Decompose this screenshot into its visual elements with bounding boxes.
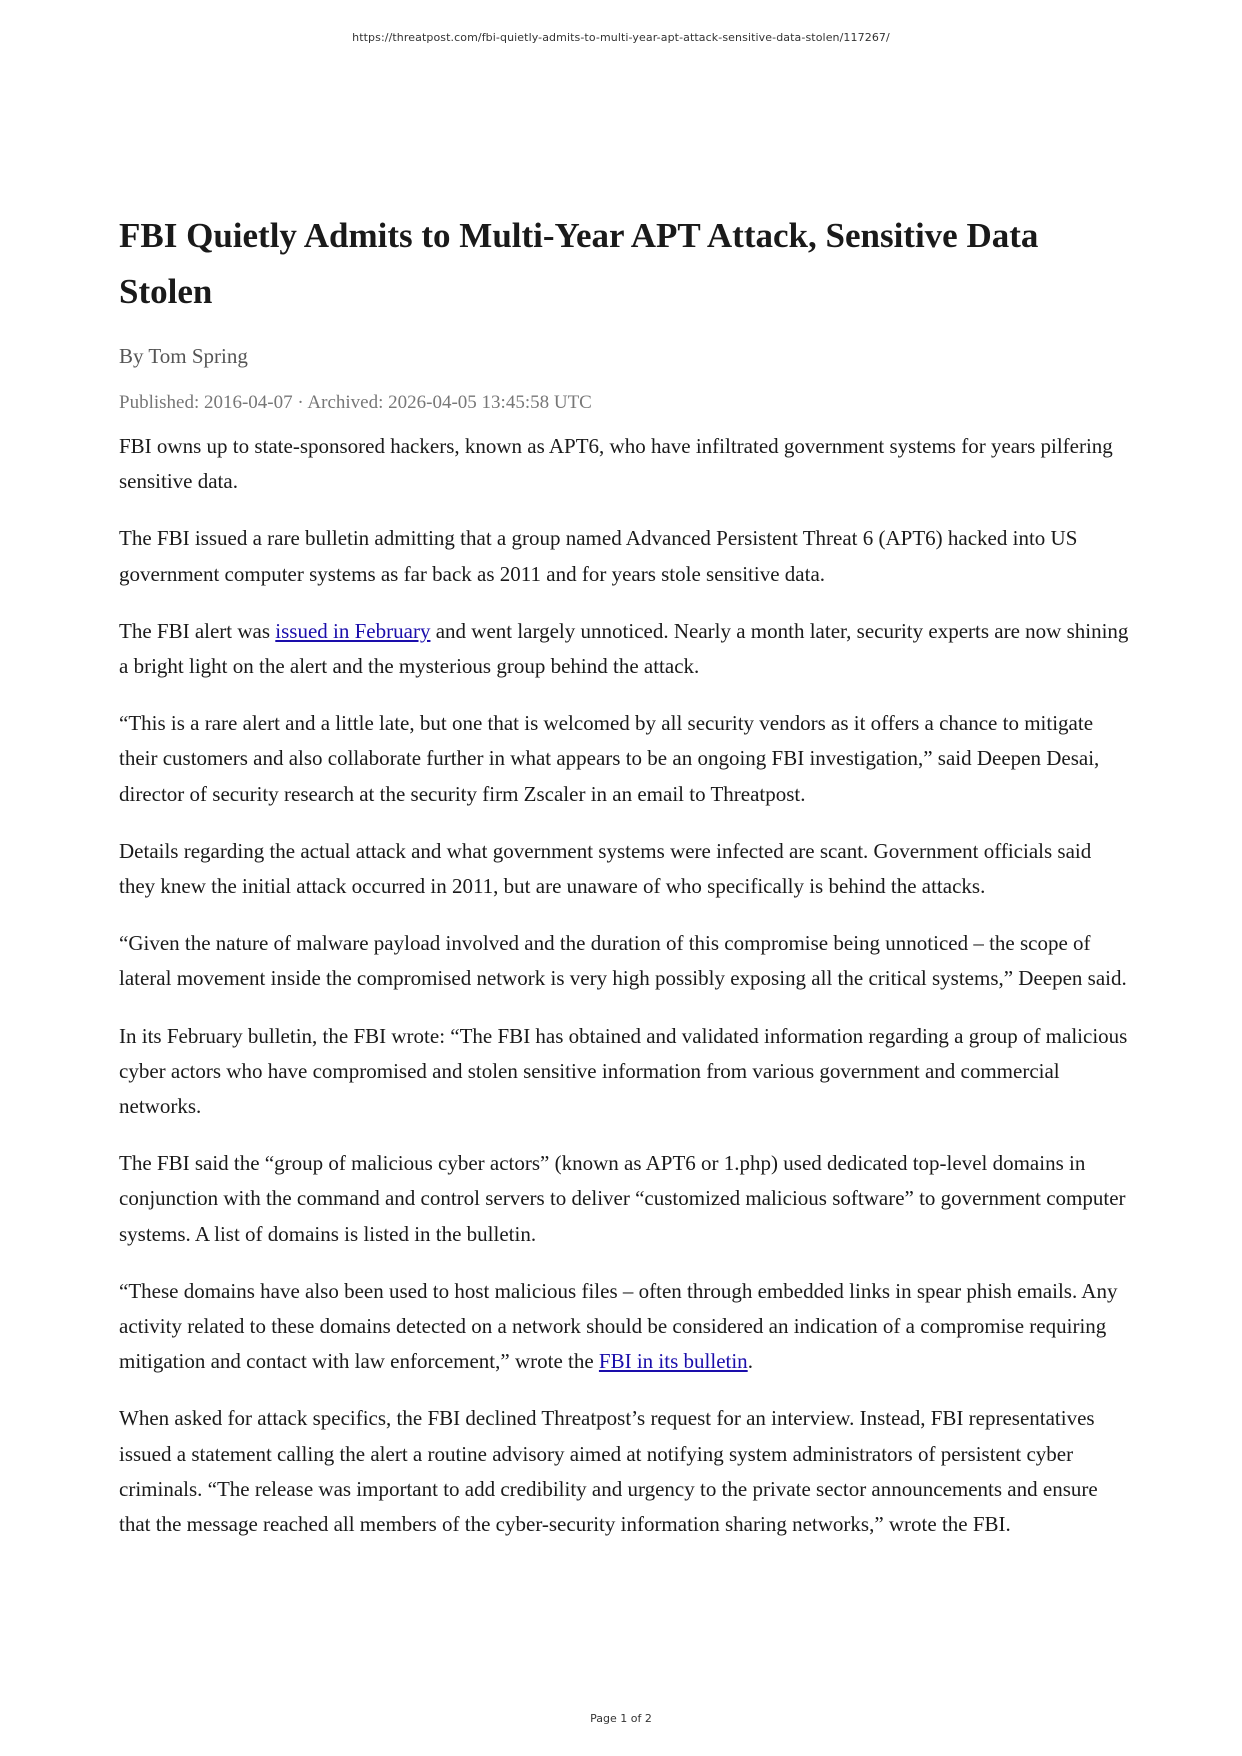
- paragraph-2: The FBI issued a rare bulletin admitting that a group named Advanced Persistent Threat 6 (APT6) hacked into US government computer systems as far back as 2011 and for years stole sensitive data.: [119, 526, 1078, 586]
- paragraph-6: “Given the nature of malware payload involved and the duration of this compromise being unnoticed – the scope of lateral movement inside the compromised network is very high possibly exposing all the critical systems,” Deepen said.: [119, 931, 1127, 991]
- paragraph-5: Details regarding the actual attack and what government systems were infected are scant. Government officials said they knew the initial attack occurred in 2011, but are unaware of who specifically is behind the attacks.: [119, 838, 1092, 899]
- article-meta: Published: 2016-04-07 · Archived: 2026-04-05 13:45:58 UTC: [119, 392, 592, 413]
- fbi-bulletin-link[interactable]: FBI in its bulletin: [598, 1349, 748, 1374]
- issued-in-february-link[interactable]: issued in February: [275, 618, 431, 643]
- paragraph-10: When asked for attack specifics, the FBI declined Threatpost’s request for an interview. Instead, FBI representatives issued a statement calling the alert a routine advisory aimed at notifying system administrators of persistent cyber criminals. “The release was important to add credibility and urgency to the private sector announcements and ensure that the message reached all members of the cyber-security information sharing networks,” wrote the FBI.: [119, 1406, 1098, 1537]
- article-title: FBI Quietly Admits to Multi-Year APT Attack, Sensitive Data Stolen: [119, 216, 1039, 311]
- paragraph-4: “This is a rare alert and a little late, but one that is welcomed by all security vendors as it offers a chance to mitigate their customers and also collaborate further in what appears to be an ongoing FBI investigation,” said Deepen Desai, director of security research at the security firm Zscaler in an email to Threatpost.: [119, 711, 1100, 806]
- page-number: Page 1 of 2: [590, 1712, 652, 1725]
- paragraph-3-text-start: The FBI alert was: [119, 618, 276, 643]
- paragraph-7: In its February bulletin, the FBI wrote: “The FBI has obtained and validated information regarding a group of malicious cyber actors who have compromised and stolen sensitive information from various government and commercial networks.: [119, 1023, 1128, 1119]
- paragraph-9-text-end: .: [747, 1349, 753, 1374]
- paragraph-3-text-end: and went largely unnoticed. Nearly a month later, security experts are now shining a bright light on the alert and the mysterious group behind the attack.: [119, 618, 1129, 679]
- paragraph-9-text-start: “These domains have also been used to host malicious files – often through embedded links in spear phish emails. Any activity related to these domains detected on a network should be considered an indication of a compromise requiring mitigation and contact with law enforcement,” wrote the: [119, 1278, 1118, 1374]
- paragraph-8: The FBI said the “group of malicious cyber actors” (known as APT6 or 1.php) used dedicated top-level domains in conjunction with the command and control servers to deliver “customized malicious software” to government computer systems. A list of domains is listed in the bulletin.: [119, 1151, 1126, 1246]
- article-body: [119, 429, 1129, 1542]
- paragraph-3: [119, 614, 1129, 684]
- paragraph-1: FBI owns up to state-sponsored hackers, known as APT6, who have infiltrated government systems for years pilfering sensitive data.: [119, 434, 1113, 494]
- article: [119, 208, 1129, 1564]
- paragraph-9: [119, 1274, 1129, 1380]
- article-byline: By Tom Spring: [119, 344, 248, 368]
- page-url-header: https://threatpost.com/fbi-quietly-admits-to-multi-year-apt-attack-sensitive-data-stolen/117267/: [352, 31, 890, 44]
